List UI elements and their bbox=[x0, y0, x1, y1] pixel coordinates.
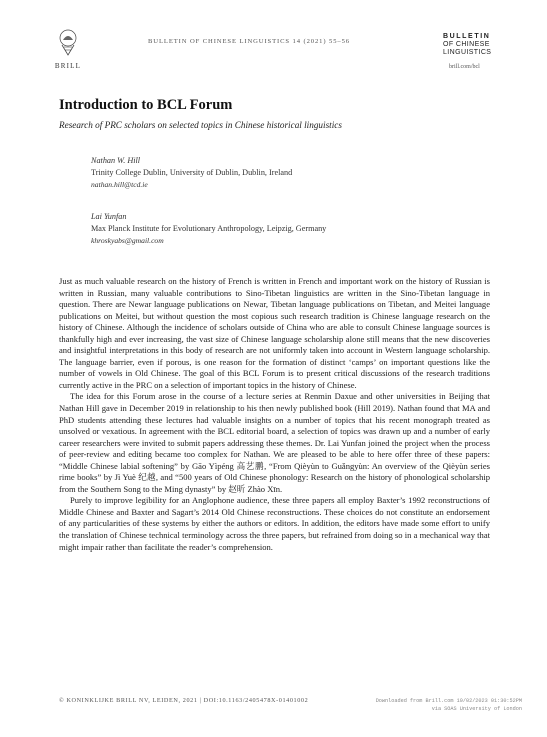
journal-url[interactable]: brill.com/bcl bbox=[449, 64, 480, 70]
author-block-1 bbox=[91, 155, 292, 191]
author-email[interactable]: khroskyabs@gmail.com bbox=[91, 236, 164, 245]
journal-logo-line-2: OF CHINESE bbox=[443, 41, 490, 48]
article-title bbox=[59, 97, 232, 114]
author-block-2 bbox=[91, 211, 326, 247]
journal-logo bbox=[443, 33, 501, 57]
paragraph-3: Purely to improve legibility for an Anglophone audience, these three papers all employ Baxter’s 1992 reconstructions of Middle Chinese and Baxter and Sagart’s 2014 Old Chinese reconstructions. These choices do not constitute an endorsement of any particularities of these systems by either the authors or editors. In addition, the editors have made some effort to unify the translation of Chinese technical terminology across the three papers, but refrained from doing so in a mechanical way that might impair rather than facilitate the reader’s comprehension. bbox=[59, 495, 490, 552]
author-affiliation: Trinity College Dublin, University of Dublin, Dublin, Ireland bbox=[91, 168, 293, 177]
article-subtitle: Research of PRC scholars on selected topics in Chinese historical linguistics bbox=[59, 120, 342, 130]
article-body bbox=[59, 276, 490, 553]
publisher-name: BRILL bbox=[54, 62, 82, 70]
author-name: Lai Yunfan bbox=[91, 212, 127, 221]
running-head: BULLETIN OF CHINESE LINGUISTICS 14 (2021) 55–56 bbox=[148, 38, 351, 45]
author-affiliation: Max Planck Institute for Evolutionary Anthropology, Leipzig, Germany bbox=[91, 224, 327, 233]
paragraph-1: Just as much valuable research on the history of French is written in French and important work on the history of Russian is written in Russian, many valuable contributions to Sino-Tibetan linguistics are written in the Sino-Tibetan language in question. There are Newar language publications on Newar, Tibetan language publications on Tibetan, and Meitei language publications on Meitei, but without question the most copious such research tradition is Chinese language research on the history of Chinese. Although the incidence of scholars outside of China who are able to consult Chinese language sources is thankfully high and ever increasing, the vast size of Chinese language scholarship alone still means that the new discoveries and insightful interpretations in this body of research are not uniformly taken into account in Western language scholarship. The language barrier, even if porous, is one reason for the formation of distinct ‘camps’ on important questions like the number of vowels in Old Chinese. The goal of this BCL Forum is to present critical discussions of the research traditions currently active in the PRC on a selection of important topics in the history of Chinese. bbox=[59, 276, 490, 390]
download-line-2: via SOAS University of London bbox=[431, 706, 522, 712]
brill-emblem-icon bbox=[54, 28, 82, 58]
download-line-1: Downloaded from Brill.com 10/02/2023 01:30:52PM bbox=[375, 698, 522, 704]
download-watermark bbox=[360, 697, 522, 713]
author-name: Nathan W. Hill bbox=[91, 156, 141, 165]
paragraph-2: The idea for this Forum arose in the course of a lecture series at Renmin Daxue and other universities in Beijing that Nathan Hill gave in December 2019 in relationship to his then newly published book (Hill 2019). Nathan found that MA and PhD students attending these lectures had valuable insights on a number of topics that his recent monograph treated as unsolved or vexatious. In agreement with the BCL editorial board, a selection of topics was drawn up and a number of early career researchers were invited to submit papers addressing these themes. Dr. Lai Yunfan joined the project when the process of peer-review and editing became too complex for Nathan. We are pleased to be able to here offer three of these papers: “Middle Chinese labial softening” by Gāo Yìpéng 高艺鹏, “From Qièyùn to Guǎngyùn: An overview of the Qièyùn series rime books” by Jì Yuè 纪越, and “500 years of Old Chinese phonology: Research on the history of phonological scholarship from the Southern Song to the Ming dynasty” by 赵昕 Zhào Xīn. bbox=[59, 391, 490, 494]
copyright-doi-line: © KONINKLIJKE BRILL NV, LEIDEN, 2021 | DOI:10.1163/2405478X-01401002 bbox=[59, 697, 309, 704]
journal-logo-line-3: LINGUISTICS bbox=[443, 49, 492, 56]
article-title-text: Introduction to BCL Forum bbox=[59, 97, 233, 113]
journal-logo-line-1: BULLETIN bbox=[443, 33, 491, 40]
author-email[interactable]: nathan.hill@tcd.ie bbox=[91, 180, 148, 189]
